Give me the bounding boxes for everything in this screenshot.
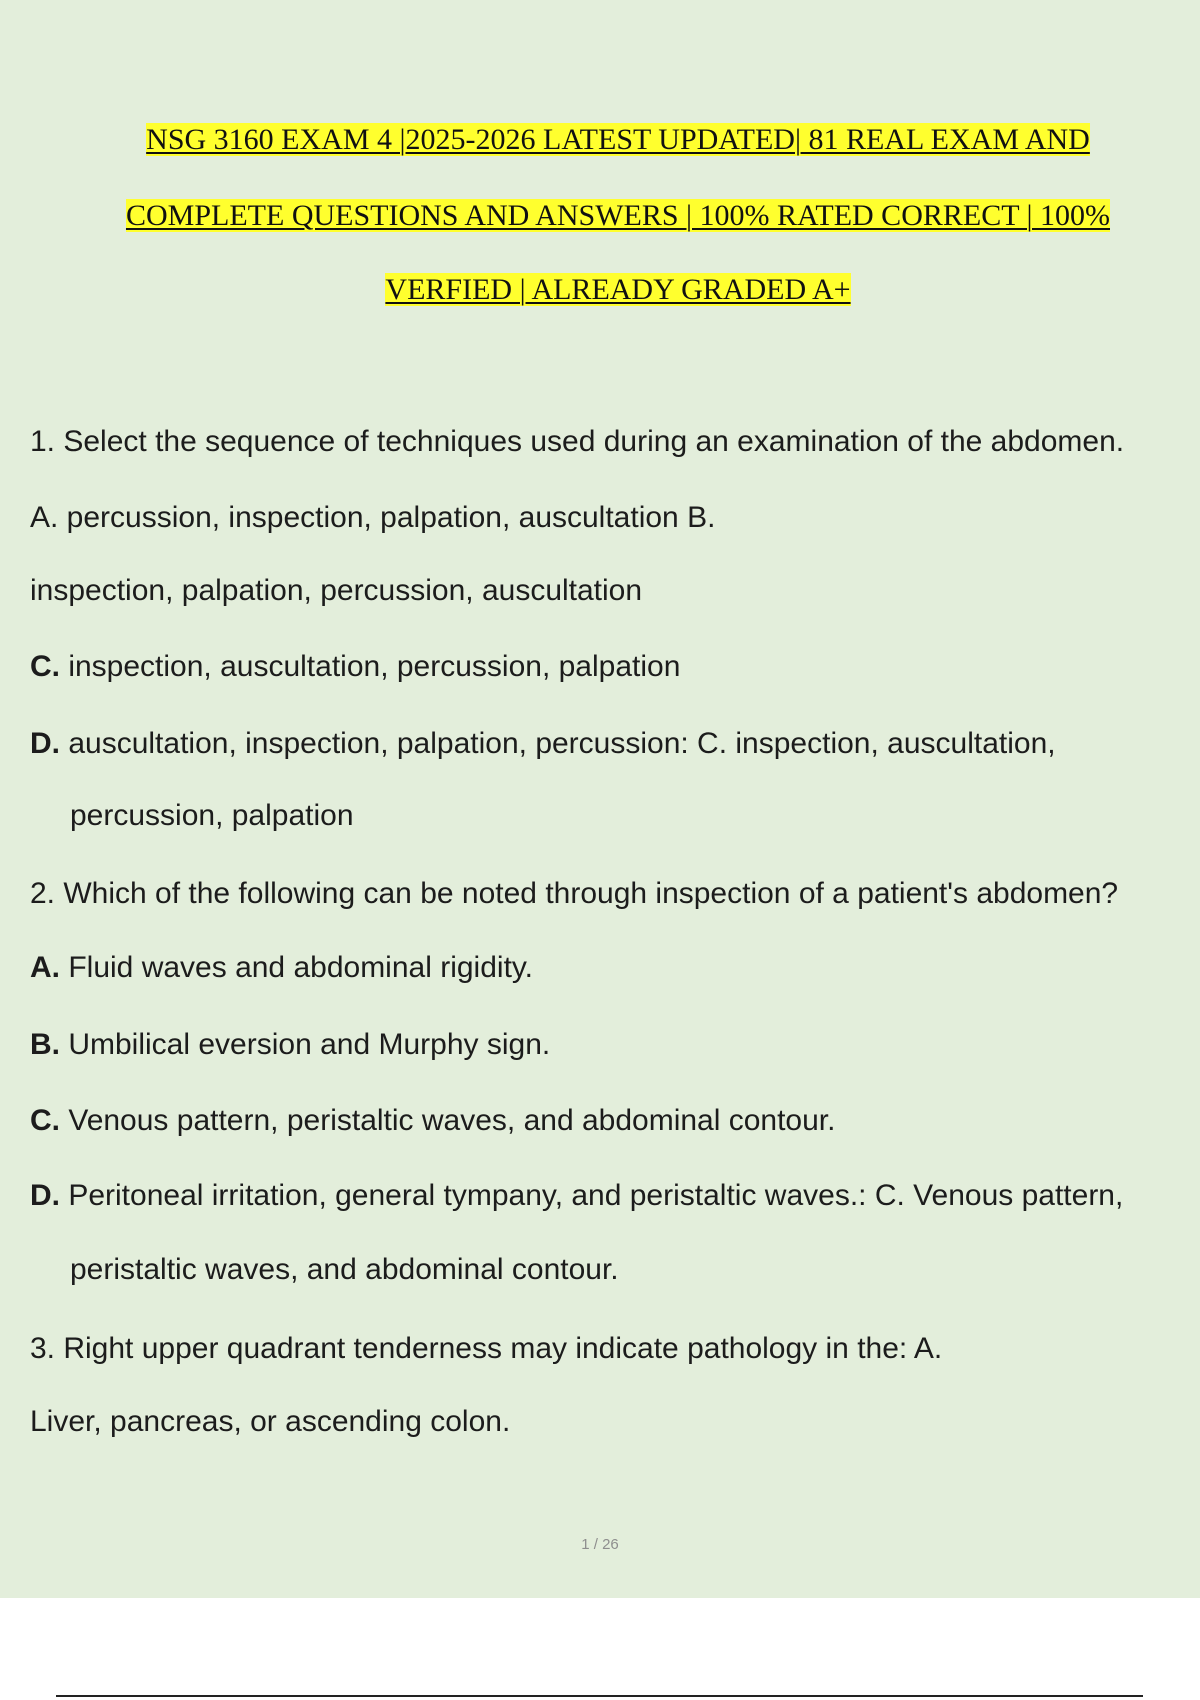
option-text: inspection, palpation, percussion, auscultation <box>30 574 643 607</box>
option-text: auscultation, inspection, palpation, percussion: C. inspection, auscultation, <box>60 727 1056 760</box>
document-title-line-2 <box>18 198 1200 234</box>
title-highlight: VERFIED | ALREADY GRADED A+ <box>385 273 851 306</box>
question-2-answer-continuation <box>70 1252 619 1288</box>
document-title-line-1 <box>18 122 1200 158</box>
option-text: Liver, pancreas, or ascending colon. <box>30 1405 511 1438</box>
option-text: inspection, auscultation, percussion, palpation <box>60 650 681 683</box>
question-1-option-d <box>30 726 1056 762</box>
question-1-option-b <box>30 573 642 609</box>
document-title-line-3 <box>18 272 1200 308</box>
page-indicator: 1 / 26 <box>581 1536 619 1553</box>
title-highlight: NSG 3160 EXAM 4 |2025-2026 LATEST UPDATED| 81 REAL EXAM AND <box>146 123 1090 156</box>
option-text: peristaltic waves, and abdominal contour. <box>70 1253 619 1286</box>
question-2-prompt: 2. Which of the following can be noted through inspection of a patient's abdomen? <box>30 877 1119 910</box>
question-1-prompt: 1. Select the sequence of techniques used during an examination of the abdomen. <box>30 425 1125 458</box>
question-1-option-a <box>30 500 715 536</box>
option-letter: A. <box>30 951 60 984</box>
question-2-option-b <box>30 1027 550 1063</box>
option-text: Fluid waves and abdominal rigidity. <box>60 951 534 984</box>
option-letter: D. <box>30 1179 60 1212</box>
question-2-option-a <box>30 950 533 986</box>
option-text: percussion, palpation <box>70 799 354 832</box>
question-2-option-c <box>30 1103 835 1139</box>
option-letter: D. <box>30 727 60 760</box>
option-text: Peritoneal irritation, general tympany, and peristaltic waves.: C. Venous pattern, <box>60 1179 1124 1212</box>
option-text: Umbilical eversion and Murphy sign. <box>60 1028 551 1061</box>
option-text: Venous pattern, peristaltic waves, and abdominal contour. <box>60 1104 836 1137</box>
question-1-option-c <box>30 649 680 685</box>
next-page-divider <box>56 1695 1143 1697</box>
option-letter: C. <box>30 1104 60 1137</box>
question-3-prompt: 3. Right upper quadrant tenderness may indicate pathology in the: A. <box>30 1332 943 1365</box>
option-text: A. percussion, inspection, palpation, auscultation B. <box>30 501 716 534</box>
option-letter: B. <box>30 1028 60 1061</box>
question-3-option-a <box>30 1404 510 1440</box>
question-1-answer-continuation <box>70 798 354 834</box>
option-letter: C. <box>30 650 60 683</box>
title-highlight: COMPLETE QUESTIONS AND ANSWERS | 100% RATED CORRECT | 100% <box>125 199 1110 232</box>
question-2-option-d <box>30 1178 1123 1214</box>
